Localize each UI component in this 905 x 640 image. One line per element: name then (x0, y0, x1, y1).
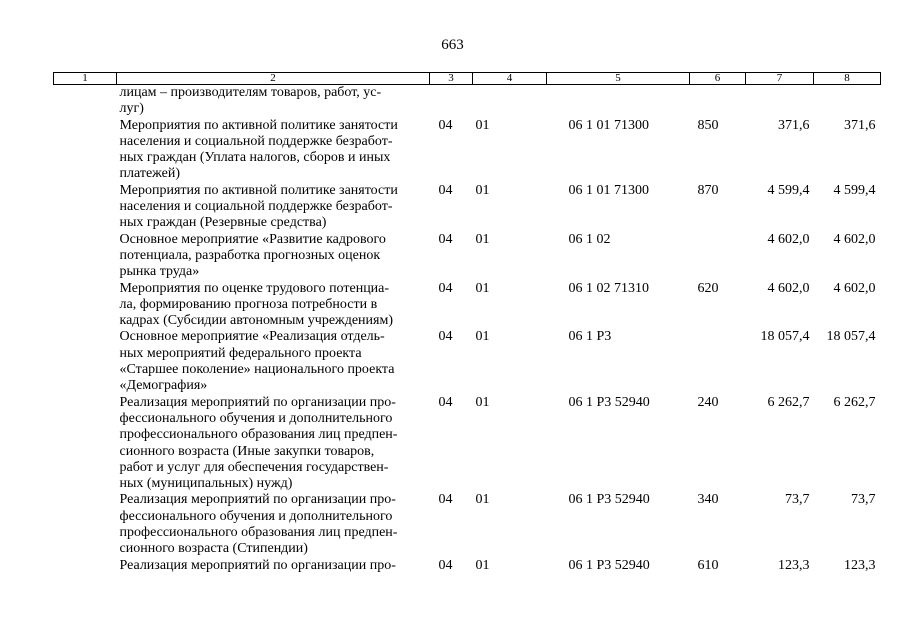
amount-col-8: 371,6 (844, 117, 876, 133)
amount-col-7: 4 602,0 (767, 231, 810, 247)
page-number: 663 (441, 37, 464, 53)
row-description (54, 118, 430, 183)
description-line: профессионального образования лиц предпен- (119, 525, 398, 541)
table-row (54, 118, 881, 183)
column-header-1: 1 (54, 73, 117, 85)
row-description (54, 183, 430, 232)
row-description (54, 395, 430, 493)
subsection-code: 01 (475, 182, 490, 198)
row-description (54, 232, 430, 281)
section-code: 04 (438, 329, 453, 345)
table-row (54, 492, 881, 557)
target-article-code (547, 85, 690, 118)
subsection-code: 01 (475, 557, 490, 573)
expense-type-code: 620 (697, 280, 719, 296)
description-line: ных мероприятий федерального проекта (119, 345, 362, 361)
amount-col-8: 18 057,4 (826, 329, 876, 345)
expense-type-code (690, 85, 746, 118)
target-article-code: 06 1 02 71310 (568, 280, 649, 296)
column-header-4: 4 (473, 73, 547, 85)
subsection-code: 01 (475, 492, 490, 508)
expense-type-code (690, 232, 746, 281)
table-header (54, 73, 881, 85)
target-article-code: 06 1 P3 52940 (568, 394, 650, 410)
description-line: ных граждан (Уплата налогов, сборов и иных (119, 150, 391, 166)
description-line: фессионального обучения и дополнительного (119, 410, 393, 426)
description-line: Основное мероприятие «Реализация отдель- (119, 329, 385, 345)
target-article-code: 06 1 01 71300 (568, 117, 649, 133)
section-code (430, 85, 473, 118)
amount-col-8: 4 602,0 (833, 231, 876, 247)
row-description (54, 329, 430, 394)
description-line: Мероприятия по активной политике занятости (119, 182, 398, 198)
amount-col-7 (746, 85, 814, 118)
description-line: сионного возраста (Иные закупки товаров, (119, 443, 375, 459)
expense-type-code: 870 (697, 182, 719, 198)
description-line: населения и социальной поддержке безработ- (119, 199, 393, 215)
description-line: луг) (119, 101, 144, 117)
description-line: «Демография» (119, 378, 208, 394)
expense-type-code: 850 (697, 117, 719, 133)
amount-col-7: 18 057,4 (760, 329, 810, 345)
subsection-code: 01 (475, 394, 490, 410)
row-description (54, 85, 430, 118)
section-code: 04 (438, 280, 453, 296)
description-line: профессионального образования лиц предпен- (119, 427, 398, 443)
budget-table (53, 72, 881, 574)
table-row (54, 85, 881, 118)
amount-col-8 (814, 85, 881, 118)
subsection-code (473, 85, 547, 118)
target-article-code: 06 1 01 71300 (568, 182, 649, 198)
section-code: 04 (438, 117, 453, 133)
table-body (54, 85, 881, 574)
section-code: 04 (438, 557, 453, 573)
table-row (54, 558, 881, 574)
table-row (54, 232, 881, 281)
description-line: Реализация мероприятий по организации про- (119, 394, 396, 410)
description-line: Реализация мероприятий по организации про- (119, 492, 396, 508)
column-header-2: 2 (117, 73, 430, 85)
table-row (54, 183, 881, 232)
description-line: «Старшее поколение» национального проекта (119, 362, 395, 378)
amount-col-7: 371,6 (778, 117, 810, 133)
target-article-code: 06 1 P3 (568, 329, 612, 345)
description-line: рынка труда» (119, 264, 200, 280)
section-code: 04 (438, 492, 453, 508)
row-description (54, 492, 430, 557)
expense-type-code: 340 (697, 492, 719, 508)
amount-col-8: 4 599,4 (833, 182, 876, 198)
amount-col-8: 6 262,7 (833, 394, 876, 410)
target-article-code: 06 1 P3 52940 (568, 557, 650, 573)
subsection-code: 01 (475, 117, 490, 133)
amount-col-7: 4 602,0 (767, 280, 810, 296)
description-line: Основное мероприятие «Развитие кадрового (119, 231, 386, 247)
section-code: 04 (438, 182, 453, 198)
target-article-code: 06 1 P3 52940 (568, 492, 650, 508)
description-line: населения и социальной поддержке безработ- (119, 133, 393, 149)
description-line: платежей) (119, 166, 181, 182)
description-line: Реализация мероприятий по организации про- (119, 557, 396, 573)
table-row (54, 395, 881, 493)
section-code: 04 (438, 394, 453, 410)
expense-type-code (690, 329, 746, 394)
amount-col-8: 123,3 (844, 557, 876, 573)
row-description (54, 558, 430, 574)
amount-col-8: 4 602,0 (833, 280, 876, 296)
section-code: 04 (438, 231, 453, 247)
column-header-5: 5 (547, 73, 690, 85)
amount-col-7: 73,7 (785, 492, 810, 508)
column-header-8: 8 (814, 73, 881, 85)
table-row (54, 281, 881, 330)
amount-col-7: 6 262,7 (767, 394, 810, 410)
column-header-7: 7 (746, 73, 814, 85)
description-line: Мероприятия по оценке трудового потенциа- (119, 280, 390, 296)
description-line: фессионального обучения и дополнительного (119, 508, 393, 524)
description-line: ла, формированию прогноза потребности в (119, 296, 378, 312)
expense-type-code: 610 (697, 557, 719, 573)
subsection-code: 01 (475, 329, 490, 345)
description-line: работ и услуг для обеспечения государствен- (119, 459, 389, 475)
description-line: сионного возраста (Стипендии) (119, 541, 308, 557)
header-row (54, 73, 881, 85)
amount-col-7: 4 599,4 (767, 182, 810, 198)
description-line: кадрах (Субсидии автономным учреждениям) (119, 313, 394, 329)
description-line: ных (муниципальных) нужд) (119, 476, 293, 492)
row-description (54, 281, 430, 330)
amount-col-7: 123,3 (778, 557, 810, 573)
description-line: потенциала, разработка прогнозных оценок (119, 247, 381, 263)
description-line: ных граждан (Резервные средства) (119, 215, 327, 231)
expense-type-code: 240 (697, 394, 719, 410)
description-line: Мероприятия по активной политике занятости (119, 117, 398, 133)
description-line: лицам – производителям товаров, работ, ус- (119, 85, 382, 100)
amount-col-8: 73,7 (851, 492, 876, 508)
column-header-6: 6 (690, 73, 746, 85)
subsection-code: 01 (475, 280, 490, 296)
column-header-3: 3 (430, 73, 473, 85)
table-row (54, 329, 881, 394)
subsection-code: 01 (475, 231, 490, 247)
target-article-code: 06 1 02 (568, 231, 611, 247)
